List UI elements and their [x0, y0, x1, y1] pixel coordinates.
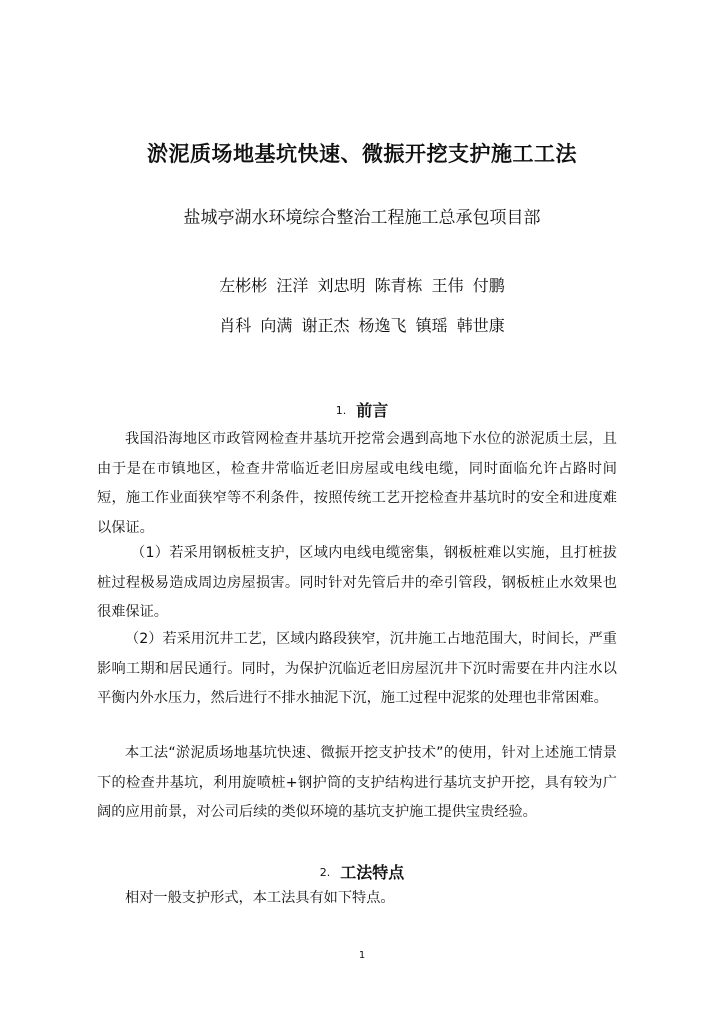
paragraph: （1）若采用钢板桩支护，区域内电线电缆密集，钢板桩难以实施，且打桩拔桩过程极易造成周边房屋损害。同时针对先管后井的牵引管段，钢板桩止水效果也很难保证。 — [97, 545, 617, 620]
authors-line-1: 左彬彬 汪洋 刘忠明 陈青栋 王伟 付鹏 — [219, 276, 505, 295]
authors-line-2: 肖科 向满 谢正杰 杨逸飞 镇瑶 韩世康 — [219, 316, 505, 335]
section-title: 前言 — [356, 401, 389, 420]
section-heading-features — [0, 860, 724, 883]
section-title: 工法特点 — [340, 863, 405, 882]
section-number: 1. — [335, 404, 347, 417]
paragraph: （2）若采用沉井工艺，区域内路段狭窄，沉井施工占地范围大，时间长，严重影响工期和居民通行。同时，为保护沉临近老旧房屋沉井下沉时需要在井内注水以平衡内外水压力，然后进行不排水抽泥下沉，施工过程中泥浆的处理也非常困难。 — [97, 631, 617, 706]
page-number: 1 — [358, 950, 366, 961]
paragraph: 本工法“淤泥质场地基坑快速、微振开挖支护技术”的使用，针对上述施工情景下的检查井基坑，利用旋喷桩+钢护筒的支护结构进行基坑支护开挖，具有较为广阔的应用前景，对公司后续的类似环境的基坑支护施工提供宝贵经验。 — [97, 745, 617, 820]
section-number: 2. — [319, 866, 331, 879]
section-heading-preface — [0, 398, 724, 421]
document-title: 淤泥质场地基坑快速、微振开挖支护施工工法 — [147, 142, 577, 166]
organization-name: 盐城亭湖水环境综合整治工程施工总承包项目部 — [183, 208, 541, 228]
paragraph: 我国沿海地区市政管网检查井基坑开挖常会遇到高地下水位的淤泥质土层，且由于是在市镇地区，检查井常临近老旧房屋或电线电缆，同时面临允许占路时间短，施工作业面狭窄等不利条件，按照传统工艺开挖检查井基坑时的安全和进度难以保证。 — [97, 431, 617, 536]
paragraph: 相对一般支护形式，本工法具有如下特点。 — [125, 890, 395, 906]
